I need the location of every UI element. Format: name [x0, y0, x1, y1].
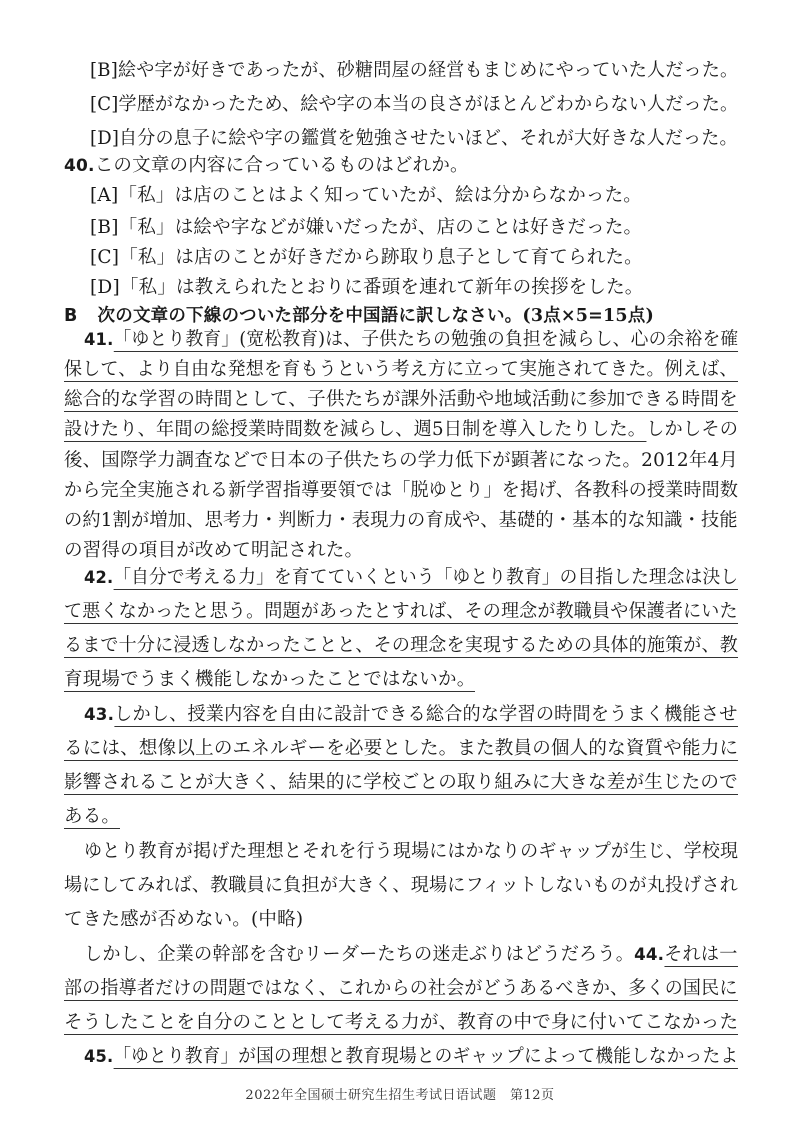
- section-b-label: B: [64, 306, 78, 326]
- q43-number: 43.: [84, 705, 115, 725]
- q40-option-a: [A]「私」は店のことはよく知っていたが、絵は分からなかった。: [90, 185, 642, 206]
- q40-number: 40.: [64, 156, 95, 176]
- q44-underlined-1: 部の指導者だけの問題ではなく、これからの社会がどうあるべきか、多くの国民に: [64, 978, 738, 999]
- q42-number: 42.: [84, 568, 114, 588]
- gap-para-line-2: 場にしてみれば、教職員に負担が大きく、現場にフィットしないものが丸投げされ: [64, 875, 739, 896]
- q42-underlined-1: 「自分で考える力」を育てていくという「ゆとり教育」の目指した理念は決し: [113, 567, 739, 588]
- q44-line-1: [84, 940, 738, 970]
- q42-underlined-2: て悪くなかったと思う。問題があったとすれば、その理念が教職員や保護者にいた: [64, 601, 738, 622]
- q44-lead: しかし、企業の幹部を含むリーダーたちの迷走ぶりはどうだろう。: [84, 944, 635, 965]
- q43-line-4: [64, 802, 120, 832]
- q42-line-4: [64, 665, 475, 695]
- q41-rest-4: の習得の項目が改めて明記された。: [64, 540, 364, 561]
- q43-underlined-4: ある。: [64, 806, 121, 827]
- q40-option-c: [C]「私」は店のことが好きだから跡取り息子として育てられた。: [90, 247, 643, 268]
- q41-rest-2: から完全実施される新学習指導要領では「脱ゆとり」を掲げ、各教科の授業時間数: [64, 480, 739, 501]
- q43-underlined-3: 影響されることが大きく、結果的に学校ごとの取り組みに大きな差が生じたので: [64, 772, 738, 793]
- q44-number: 44.: [634, 945, 665, 965]
- q43-line-2: [64, 734, 738, 764]
- q43-underlined-2: るには、想像以上のエネルギーを必要とした。また教員の個人的な資質や能力に: [64, 738, 739, 759]
- q40-option-b: [B]「私」は絵や字などが嫌いだったが、店のことは好きだった。: [90, 217, 643, 238]
- q41-rest-3: の約1割が増加、思考力・判断力・表現力の育成や、基礎的・基本的な知識・技能: [64, 510, 738, 531]
- q41-line-2: [64, 355, 738, 385]
- q43-line-1: [84, 700, 738, 730]
- q45-number: 45.: [84, 1047, 114, 1067]
- q41-line-3: [64, 385, 738, 415]
- q42-underlined-4: 育現場でうまく機能しなかったことではないか。: [64, 669, 476, 690]
- q40-question: [64, 151, 469, 181]
- q42-underlined-3: るまで十分に浸透しなかったことと、その理念を実現するための具体的施策が、教: [64, 635, 738, 656]
- q42-line-2: [64, 597, 738, 627]
- q41-tail: しかしその: [646, 419, 739, 440]
- q39-option-b: [B]絵や字が好きであったが、砂糖問屋の経営もまじめにやっていた人だった。: [90, 60, 739, 81]
- q39-option-d: [D]自分の息子に絵や字の鑑賞を勉強させたいほど、それが大好きな人だった。: [90, 128, 738, 149]
- gap-para-line-3: てきた感が否めない。(中略): [64, 909, 304, 930]
- q41-number: 41.: [84, 330, 114, 350]
- q40-text: この文章の内容に合っているものはどれか。: [94, 155, 469, 176]
- q42-line-3: [64, 631, 738, 661]
- q41-line-1: [84, 325, 738, 355]
- q43-line-3: [64, 768, 738, 798]
- q41-underlined-2: 保して、より自由な発想を育もうという考え方に立って実施されてきた。例えば、: [64, 359, 738, 380]
- page-footer: 2022年全国硕士研究生招生考试日语试题 第12页: [245, 1088, 555, 1103]
- q41-rest-1: 後、国際学力調査などで日本の子供たちの学力低下が顕著になった。2012年4月: [64, 450, 738, 471]
- q45-underlined-1: 「ゆとり教育」が国の理想と教育現場とのギャップによって機能しなかったよ: [113, 1046, 739, 1067]
- q41-underlined-4: 設けたり、年間の総授業時間数を減らし、週5日制を導入したりした。: [64, 419, 647, 440]
- q44-line-3: [64, 1008, 738, 1038]
- q45-line-1: [84, 1042, 738, 1072]
- q44-underlined-0: それは一: [664, 944, 738, 965]
- gap-para-line-1: ゆとり教育が掲げた理想とそれを行う現場にはかなりのギャップが生じ、学校現: [84, 841, 739, 862]
- q41-line-4: [64, 415, 738, 445]
- q39-option-c: [C]学歴がなかったため、絵や字の本当の良さがほとんどわからない人だった。: [90, 94, 739, 115]
- q44-line-2: [64, 974, 738, 1004]
- q41-underlined-1: 「ゆとり教育」(宽松教育)は、子供たちの勉強の負担を減らし、心の余裕を確: [113, 329, 739, 350]
- q43-underlined-1: しかし、授業内容を自由に設計できる総合的な学習の時間をうまく機能させ: [114, 704, 738, 725]
- q40-option-d: [D]「私」は教えられたとおりに番頭を連れて新年の挨拶をした。: [90, 277, 644, 298]
- section-b-instruction: 次の文章の下線のついた部分を中国語に訳しなさい。(3点×5=15点): [97, 306, 654, 326]
- q42-line-1: [84, 563, 738, 593]
- q44-underlined-2: そうしたことを自分のこととして考える力が、教育の中で身に付いてこなかった: [64, 1012, 739, 1033]
- q41-underlined-3: 総合的な学習の時間として、子供たちが課外活動や地域活動に参加できる時間を: [64, 389, 738, 410]
